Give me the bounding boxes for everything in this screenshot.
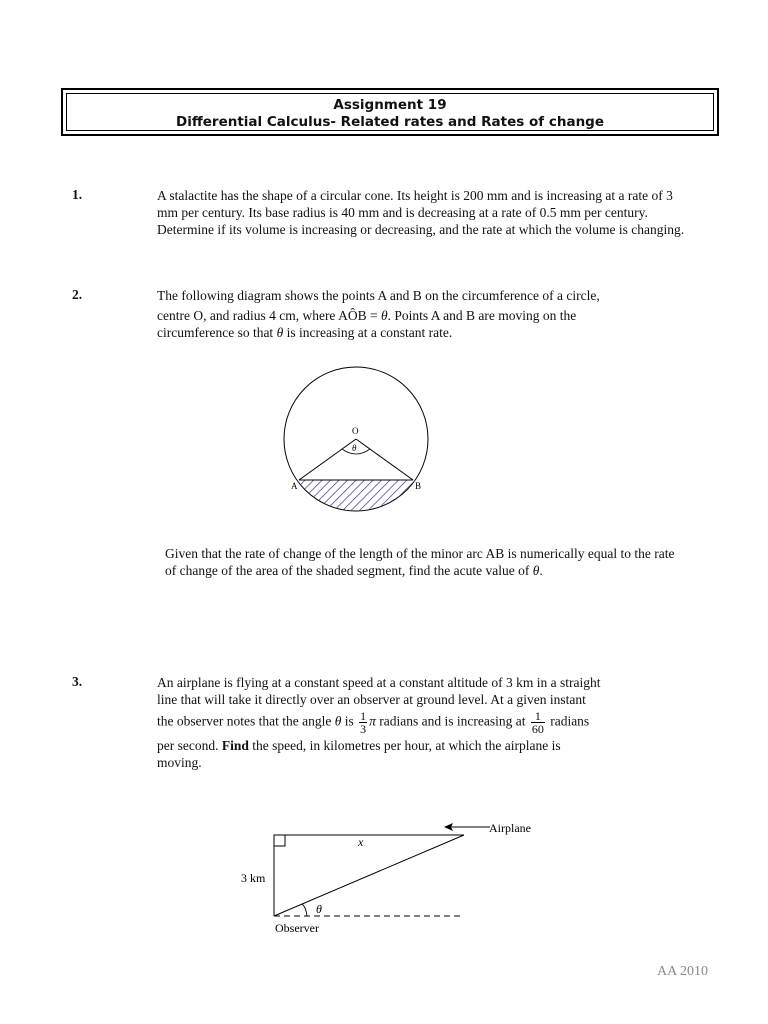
q3-line5: moving. [157, 755, 202, 770]
title-box [61, 88, 719, 136]
q1-number: 1. [72, 187, 83, 202]
q3-line1: An airplane is flying at a constant speed at a constant altitude of 3 km in a straight [157, 675, 601, 690]
q3-line4 [157, 737, 697, 754]
assignment-title: Assignment 19 [333, 97, 447, 113]
q2-equals: = [369, 308, 378, 323]
q1-text: A stalactite has the shape of a circular cone. Its height is 200 mm and is increasing at a rate of 3 mm per century. Its base radius is 40 mm and is decreasing at a rate of 0.5 mm per century. Determine if its volume is increasing or decreasing, and the rate at which the volume is changing. [157, 188, 685, 237]
q2-theta-2: θ [276, 325, 284, 340]
q2-line1: The following diagram shows the points A and B on the circumference of a circle, [157, 288, 600, 303]
q2-followup-end: . [539, 563, 543, 578]
fraction-one-sixtieth [531, 710, 545, 735]
frac2-den: 60 [531, 722, 544, 736]
q3-line3 [157, 710, 697, 735]
radius-ob [356, 439, 413, 480]
q3-line3a: the observer notes that the angle [157, 713, 332, 729]
q2-line2c: . Points A and B are moving on the [387, 308, 577, 323]
label-b: B [415, 481, 422, 491]
q2-followup-text: Given that the rate of change of the length of the minor arc AB is numerically equal to the rate of change of the area of the shaded segment, find the acute value of [165, 546, 675, 578]
q2-angle: AÔB [338, 308, 367, 323]
q2-followup [165, 545, 675, 579]
label-o: O [352, 426, 359, 436]
q2-line3a: circumference so that [157, 325, 274, 340]
theta-arc [302, 904, 307, 916]
q2-line2 [157, 307, 697, 324]
q2-text [157, 287, 697, 341]
q3-find: Find [221, 738, 249, 753]
q2-theta: θ [380, 308, 388, 323]
label-x: x [358, 835, 364, 849]
q2-number: 2. [72, 287, 83, 302]
q3-theta: θ [334, 713, 342, 729]
q2-line2a: centre O, and radius 4 cm, where [157, 308, 336, 323]
fraction-one-third [359, 710, 367, 735]
q3-line3b: is [344, 713, 354, 729]
label-theta: θ [352, 443, 357, 453]
q2-theta-3: θ [532, 563, 540, 578]
footer-credit: AA 2010 [657, 964, 708, 979]
q3-line4a: per second. [157, 738, 219, 753]
q3-line3d: radians [550, 713, 590, 729]
label-a: A [291, 481, 298, 491]
q2-line3 [157, 324, 697, 341]
title-inner [66, 93, 714, 131]
frac1-den: 3 [360, 722, 367, 736]
q3-pi: π [369, 713, 376, 729]
q3-line2: line that will take it directly over an observer at ground level. At a given instant [157, 692, 586, 707]
q2-line3b: is increasing at a constant rate. [286, 325, 453, 340]
q3-line3c: radians and is increasing at [379, 713, 526, 729]
frac1-num: 1 [360, 709, 367, 723]
label-height: 3 km [241, 871, 266, 885]
assignment-subtitle: Differential Calculus- Related rates and Rates of change [175, 114, 604, 130]
label-airplane: Airplane [489, 821, 531, 835]
airplane-diagram [236, 815, 556, 940]
circle-diagram [270, 362, 450, 522]
q3-line4b: the speed, in kilometres per hour, at which the airplane is [252, 738, 561, 753]
q3-text [157, 674, 697, 771]
frac2-num: 1 [531, 710, 545, 723]
right-angle-marker [274, 835, 285, 846]
label-theta-plane: θ [316, 902, 322, 916]
label-observer: Observer [275, 921, 319, 935]
q3-number: 3. [72, 674, 83, 689]
radius-oa [299, 439, 356, 480]
